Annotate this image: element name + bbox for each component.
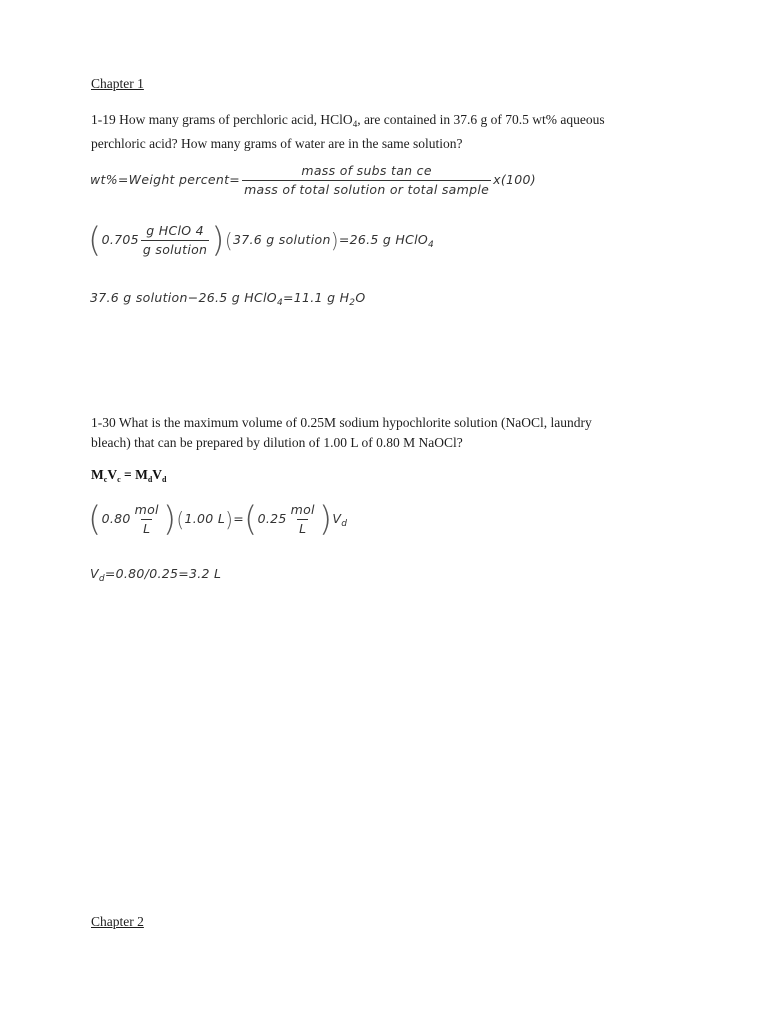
subscript: c — [117, 475, 121, 484]
fraction-denominator: mass of total solution or total sample — [244, 182, 490, 197]
subscript: 4 — [428, 240, 435, 250]
subscript: 2 — [349, 298, 356, 308]
mol-per-l-fraction — [289, 503, 317, 536]
formula-symbol: V — [152, 467, 163, 482]
formula-symbol: M — [91, 467, 104, 482]
fraction-numerator: mass of subs tan ce — [301, 163, 432, 178]
subscript: d — [98, 574, 105, 584]
subscript: d — [162, 475, 167, 484]
wt-percent-lhs: wt%=Weight percent= — [90, 172, 241, 187]
equals-sign: = — [233, 511, 244, 526]
formula-symbol: M — [135, 467, 148, 482]
mol-per-l-fraction — [133, 503, 161, 536]
volume-result-equation — [90, 566, 221, 584]
volume-symbol: V — [90, 566, 99, 581]
formula-symbol: V — [107, 467, 118, 482]
coefficient: 0.705 — [101, 232, 139, 247]
subscript: 4 — [276, 298, 283, 308]
subscript: c — [103, 475, 108, 484]
hclo4-result: =26.5 g HClO — [338, 232, 429, 247]
subscript: d — [341, 519, 348, 529]
fraction-numerator: g HClO 4 — [146, 223, 204, 238]
concentration-2: 0.25 — [257, 511, 287, 526]
volume-result: =0.80/0.25=3.2 L — [104, 566, 222, 581]
fraction-denominator: L — [143, 521, 151, 536]
wt-percent-fraction — [242, 164, 491, 197]
subscript: d — [147, 475, 153, 484]
water-term: =11.1 g H — [282, 290, 350, 305]
solution-mass: 37.6 g solution — [232, 232, 331, 247]
solution-term: 37.6 g solution — [90, 290, 188, 305]
chapter-1-heading: Chapter 1 — [91, 76, 144, 91]
fraction-denominator: g solution — [142, 242, 208, 257]
dilution-formula — [91, 467, 166, 484]
fraction-numerator: mol — [134, 502, 159, 517]
fraction-denominator: L — [299, 521, 307, 536]
concentration-1: 0.80 — [101, 511, 131, 526]
volume-1: 1.00 L — [184, 511, 226, 526]
problem-1-19-text — [91, 110, 691, 154]
fraction-numerator: mol — [290, 502, 315, 517]
problem-1-30-line-1: 1-30 What is the maximum volume of 0.25M sodium hypochlorite solution (NaOCl, laundry — [91, 415, 592, 430]
hclo4-term: −26.5 g HClO — [187, 290, 277, 305]
hclo4-mass-equation: (0.705 $\frac{\text{g HClO 4}}{\text{g solution}}$ )(37.6 g solution)=26.5 g HClO$_4$ — [88, 220, 435, 261]
dilution-equation: (0.80 $\frac{\text{mol}}{L}$ )(1.00 L)=(0.25 $\frac{\text{mol}}{L}$ )$V_d$ — [88, 499, 348, 540]
wt-percent-suffix: x(100) — [493, 172, 536, 187]
problem-1-19-line-2: perchloric acid? How many grams of water are in the same solution? — [91, 136, 463, 151]
chapter-2-heading: Chapter 2 — [91, 914, 144, 929]
hclo4-fraction — [141, 224, 209, 257]
volume-symbol: V — [332, 511, 342, 526]
water-mass-equation — [90, 290, 365, 308]
water-term-o: O — [355, 290, 366, 305]
problem-1-30-text — [91, 413, 711, 453]
problem-1-19-line-1: 1-19 How many grams of perchloric acid, HClO$_4$, are contained in 37.6 g of 70.5 wt% aqueous — [91, 112, 605, 129]
formula-equals: = — [120, 467, 136, 482]
problem-1-30-line-2: bleach) that can be prepared by dilution of 1.00 L of 0.80 M NaOCl? — [91, 435, 463, 450]
wt-percent-equation — [90, 164, 536, 197]
